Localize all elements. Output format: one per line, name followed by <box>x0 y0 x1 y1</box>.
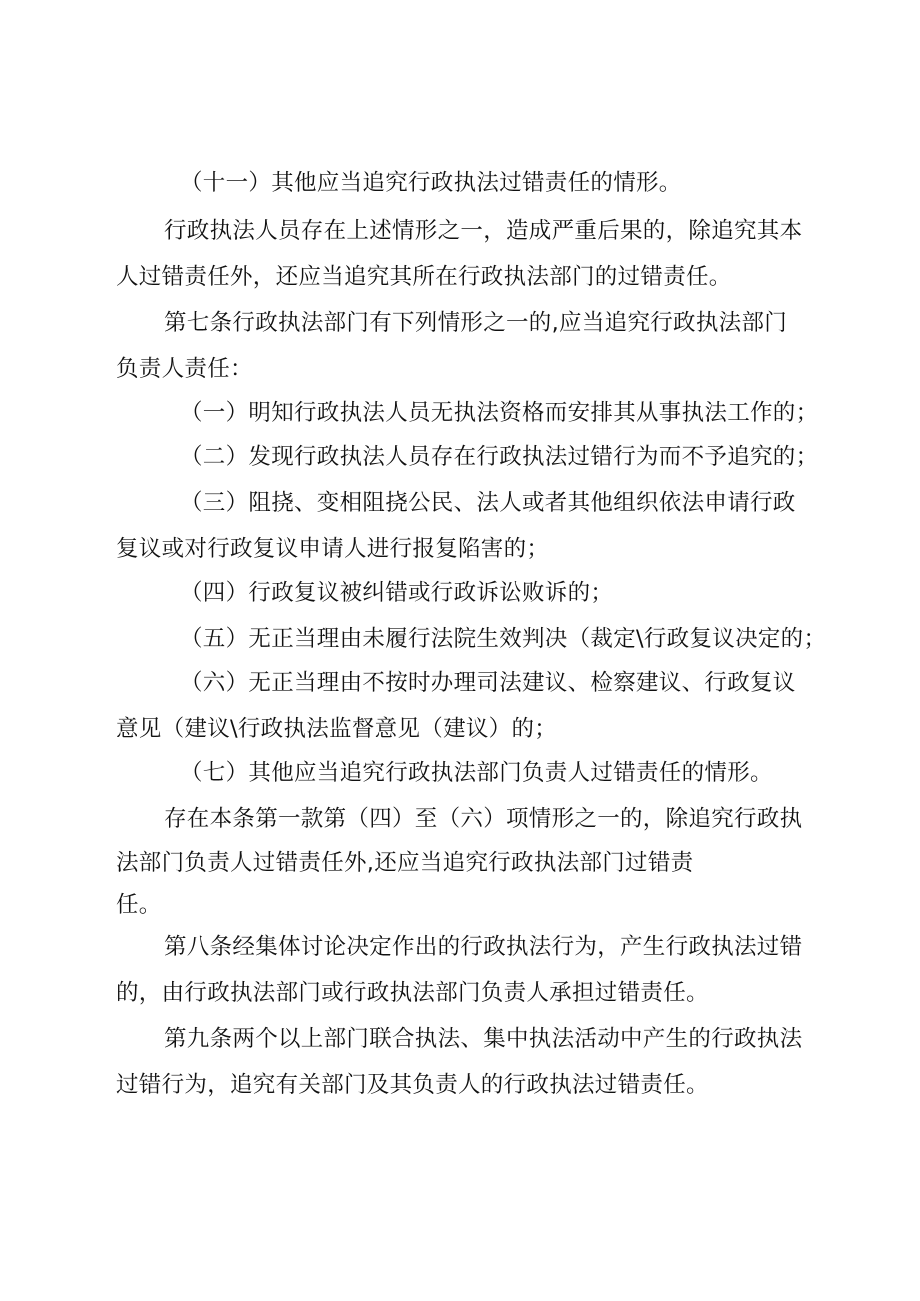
text-line: （二）发现行政执法人员存在行政执法过错行为而不予追究的； <box>180 444 819 470</box>
text-line: （一）明知行政执法人员无执法资格而安排其从事执法工作的； <box>180 400 819 426</box>
text-line: （三）阻挠、变相阻挠公民、法人或者其他组织依法申请行政 <box>180 490 796 516</box>
text-line: （十一）其他应当追究行政执法过错责任的情形。 <box>180 170 682 196</box>
text-line: 法部门负责人过错责任外,还应当追究行政执法部门过错责 <box>116 850 694 876</box>
text-line: 存在本条第一款第（四）至（六）项情形之一的，除追究行政执 <box>164 806 803 832</box>
text-line: （五）无正当理由未履行法院生效判决（裁定\行政复议决定的； <box>180 626 827 652</box>
text-line: 复议或对行政复议申请人进行报复陷害的； <box>116 536 550 562</box>
text-line: 第八条经集体讨论决定作出的行政执法行为，产生行政执法过错 <box>164 934 803 960</box>
text-line: 负责人责任： <box>116 356 253 382</box>
text-line: （四）行政复议被纠错或行政诉讼败诉的； <box>180 580 614 606</box>
text-line: 任。 <box>116 892 162 918</box>
text-line: 第九条两个以上部门联合执法、集中执法活动中产生的行政执法 <box>164 1026 803 1052</box>
text-line: 意见（建议\行政执法监督意见（建议）的； <box>116 716 558 742</box>
text-line: 的，由行政执法部门或行政执法部门负责人承担过错责任。 <box>116 980 709 1006</box>
text-line: 人过错责任外，还应当追究其所在行政执法部门的过错责任。 <box>116 264 732 290</box>
text-line: （六）无正当理由不按时办理司法建议、检察建议、行政复议 <box>180 670 796 696</box>
text-line: 行政执法人员存在上述情形之一，造成严重后果的，除追究其本 <box>164 218 803 244</box>
text-line: 过错行为，追究有关部门及其负责人的行政执法过错责任。 <box>116 1072 709 1098</box>
text-line: 第七条行政执法部门有下列情形之一的,应当追究行政执法部门 <box>164 310 788 336</box>
text-line: （七）其他应当追究行政执法部门负责人过错责任的情形。 <box>180 760 773 786</box>
